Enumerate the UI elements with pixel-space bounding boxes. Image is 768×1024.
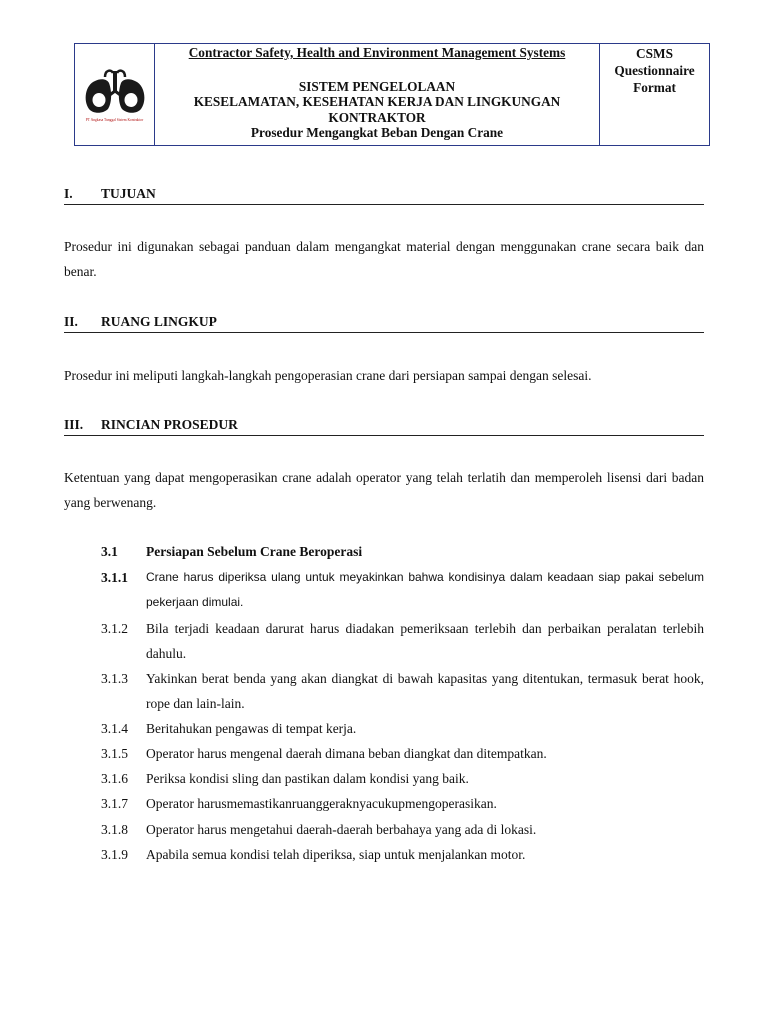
item-number: 3.1.5 — [101, 746, 128, 761]
item-text: Periksa kondisi sling dan pastikan dalam kondisi yang baik. — [146, 771, 469, 786]
logo-cell — [75, 44, 155, 145]
section-title: RUANG LINGKUP — [101, 314, 217, 329]
item-text: Yakinkan berat benda yang akan diangkat di bawah kapasitas yang ditentukan, termasuk berat hook, rope dan lain-lain. — [146, 671, 704, 711]
item-number: 3.1.3 — [101, 671, 128, 686]
item-text: Operator harusmemastikanruanggeraknyacukupmengoperasikan. — [146, 796, 497, 811]
section-title: RINCIAN PROSEDUR — [101, 417, 238, 432]
section-heading-rincian-prosedur — [64, 417, 704, 436]
document-title-cell — [155, 44, 600, 145]
code-line-3: Format — [633, 80, 676, 95]
list-item — [101, 842, 704, 867]
section-heading-tujuan — [64, 186, 704, 205]
item-text: Operator harus mengetahui daerah-daerah berbahaya yang ada di lokasi. — [146, 822, 537, 837]
subsection-heading — [101, 544, 362, 560]
document-header-table — [74, 43, 710, 146]
company-logo-icon — [81, 67, 149, 117]
subsection-title: Persiapan Sebelum Crane Beroperasi — [146, 544, 363, 559]
item-text: Crane harus diperiksa ulang untuk meyakinkan bahwa kondisinya dalam keadaan siap pakai sebelum pekerjaan dimulai. — [146, 570, 704, 609]
list-item — [101, 766, 704, 791]
title-line-1: SISTEM PENGELOLAAN — [298, 78, 456, 94]
item-text: Bila terjadi keadaan darurat harus diadakan pemeriksaan terlebih dan perbaikan peralatan terlebih dahulu. — [146, 621, 704, 661]
csms-title: Contractor Safety, Health and Environment Management Systems — [188, 45, 566, 60]
item-number: 3.1.2 — [101, 621, 128, 636]
document-code-cell — [600, 44, 709, 145]
code-line-2: Questionnaire — [614, 63, 695, 78]
item-text: Beritahukan pengawas di tempat kerja. — [146, 721, 357, 736]
list-item — [101, 716, 704, 741]
item-number: 3.1.1 — [101, 570, 128, 585]
list-item — [101, 616, 704, 666]
section-number: I. — [64, 186, 73, 201]
item-number: 3.1.6 — [101, 771, 128, 786]
section-number: III. — [64, 417, 84, 432]
section-body-tujuan: Prosedur ini digunakan sebagai panduan dalam mengangkat material dengan menggunakan crane secara baik dan benar. — [64, 239, 704, 279]
title-line-3: KONTRAKTOR — [328, 109, 426, 125]
subsection-number: 3.1 — [101, 544, 118, 559]
section-number: II. — [64, 314, 78, 329]
section-heading-ruang-lingkup — [64, 314, 704, 333]
section-title: TUJUAN — [101, 186, 156, 201]
item-text: Operator harus mengenal daerah dimana beban diangkat dan ditempatkan. — [146, 746, 547, 761]
item-text: Apabila semua kondisi telah diperiksa, siap untuk menjalankan motor. — [146, 847, 526, 862]
item-number: 3.1.8 — [101, 822, 128, 837]
list-item — [101, 666, 704, 716]
section-body-ruang-lingkup: Prosedur ini meliputi langkah-langkah pengoperasian crane dari persiapan sampai dengan selesai. — [64, 368, 592, 383]
item-number: 3.1.4 — [101, 721, 128, 736]
title-line-2: KESELAMATAN, KESEHATAN KERJA DAN LINGKUNGAN — [193, 94, 561, 110]
item-number: 3.1.7 — [101, 796, 128, 811]
code-line-1: CSMS — [636, 46, 673, 61]
list-item — [101, 741, 704, 766]
section-body-rincian-prosedur: Ketentuan yang dapat mengoperasikan crane adalah operator yang telah terlatih dan memperoleh lisensi dari badan yang berwenang. — [64, 470, 704, 510]
item-number: 3.1.9 — [101, 847, 128, 862]
list-item — [101, 565, 704, 615]
logo-caption: PT Angkasa Tunggal Sistem Kontraktor — [85, 118, 144, 122]
list-item — [101, 791, 704, 816]
list-item — [101, 817, 704, 842]
title-line-4: Prosedur Mengangkat Beban Dengan Crane — [250, 125, 504, 141]
